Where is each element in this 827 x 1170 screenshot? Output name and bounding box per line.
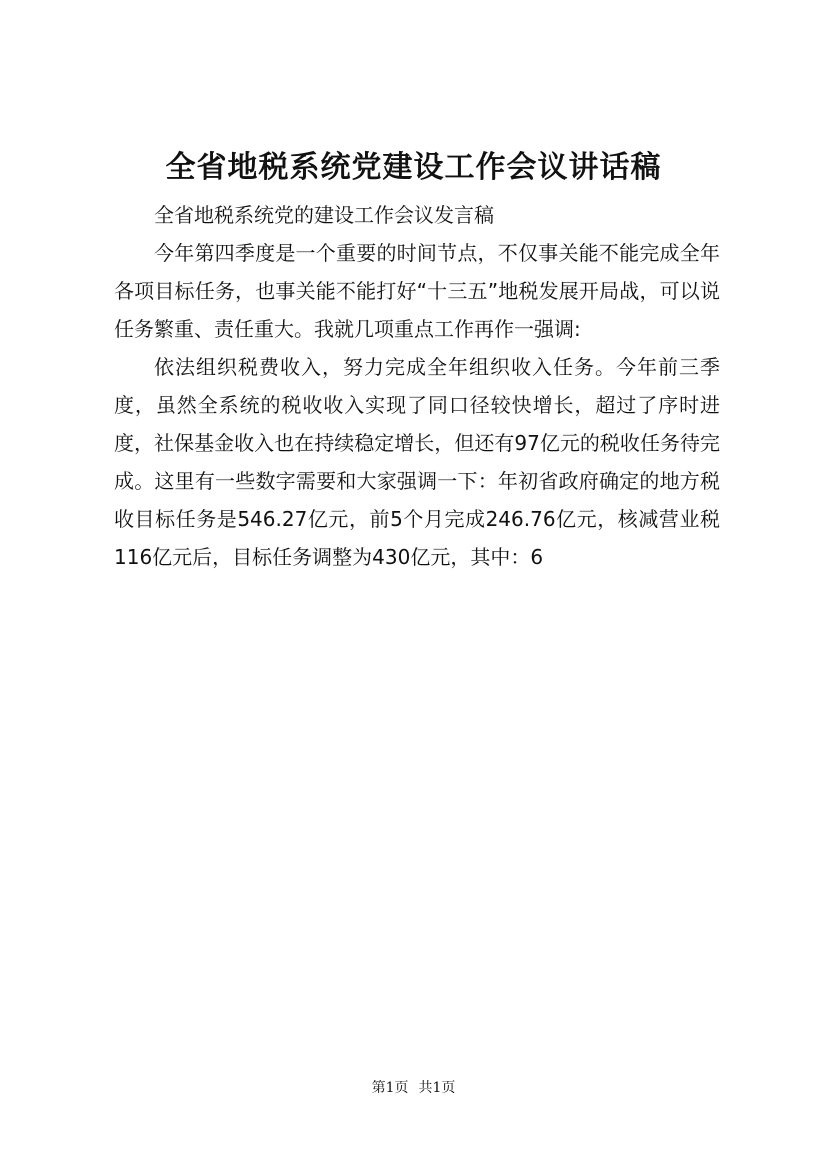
document-title: 全省地税系统党建设工作会议讲话稿 [165, 150, 662, 185]
page-total: 共1页 [418, 1080, 456, 1096]
document-body [114, 196, 720, 576]
page-footer [0, 1078, 827, 1098]
paragraph-subtitle: 全省地税系统党的建设工作会议发言稿 [154, 203, 494, 227]
paragraph-intro: 今年第四季度是一个重要的时间节点，不仅事关能不能完成全年各项目标任务，也事关能不能打好“十三五”地税发展开局战，可以说任务繁重、责任重大。我就几项重点工作再作一强调: [114, 241, 720, 341]
paragraph-tax-collection: 依法组织税费收入，努力完成全年组织收入任务。今年前三季度，虽然全系统的税收收入实现了同口径较快增长，超过了序时进度，社保基金收入也在持续稳定增长，但还有97亿元的税收任务待完成。这里有一些数字需要和大家强调一下：年初省政府确定的地方税收目标任务是546.27亿元，前5个月完成246.76亿元，核减营业税116亿元后，目标任务调整为430亿元，其中：6 [114, 355, 720, 569]
page-number: 第1页 [371, 1080, 409, 1096]
